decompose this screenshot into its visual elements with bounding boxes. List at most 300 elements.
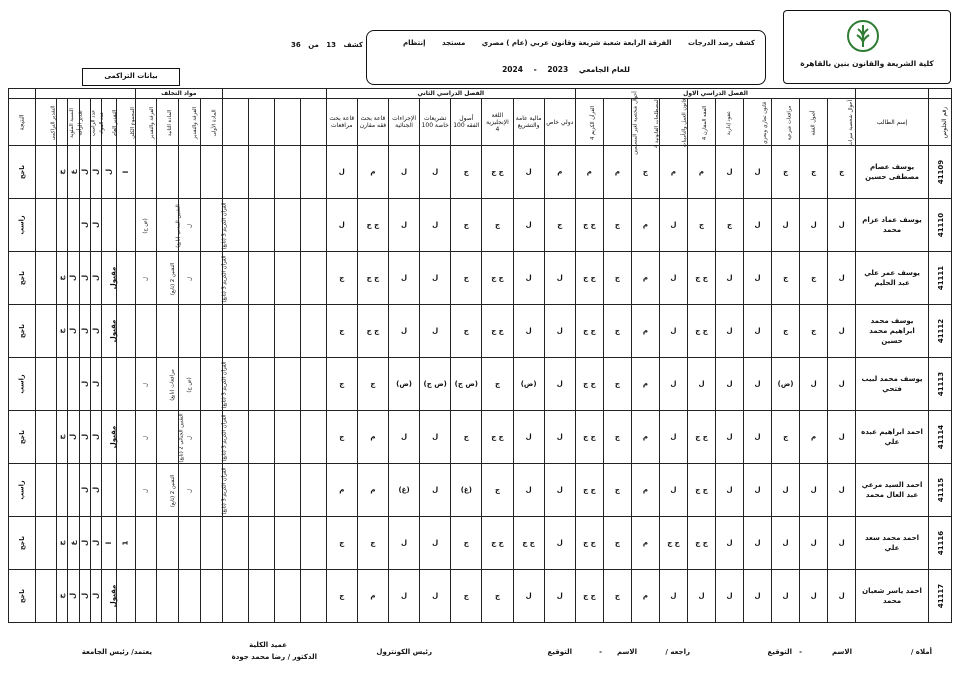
term2-grade-cell (544, 411, 575, 464)
cell-text: 41110 (937, 212, 946, 238)
cell-text: ج ج (583, 221, 596, 229)
cell-text: ج (642, 168, 648, 176)
cell-text: (غ) (460, 486, 472, 494)
cell-text: ل (92, 433, 101, 441)
cell-text: ج (811, 274, 817, 282)
term1-grade-cell (772, 517, 800, 570)
cumulative-cell (116, 146, 135, 199)
term2-grade-cell (451, 570, 482, 623)
cell-text: راسب (17, 374, 26, 394)
term1-course-header (603, 91, 639, 155)
cell-text: التقنين الجنائي 2 (تابع) (179, 413, 186, 463)
blank-cell (274, 146, 300, 199)
cell-text: القرآن الكريم 3 (تابع) (221, 255, 228, 303)
term2-grade-cell (451, 411, 482, 464)
cell-text: ج (463, 274, 469, 282)
reviewed-by: راجعه / (665, 648, 690, 656)
term2-grade-cell (388, 358, 419, 411)
cumulative-cell (35, 199, 56, 252)
term2-grade-cell (482, 358, 513, 411)
cell-text: ل (69, 274, 78, 282)
term1-grade-cell (631, 411, 659, 464)
term1-grade-cell (603, 358, 631, 411)
cell-text: ج (57, 275, 66, 281)
term2-grade-cell (544, 517, 575, 570)
cell-text: ج (339, 327, 345, 335)
title-line (389, 39, 755, 47)
term1-grade-cell (575, 358, 603, 411)
seat-header-top (928, 89, 951, 99)
carry-cell (201, 464, 228, 517)
cell-text: ل (810, 592, 817, 600)
cell-text: ل (525, 433, 532, 441)
cell-text: 41114 (937, 424, 946, 450)
cell-text: ل (838, 433, 845, 441)
cell-text: 41116 (937, 530, 946, 556)
cell-text: ج (339, 592, 345, 600)
term1-grade-cell (687, 199, 715, 252)
term2-grade-cell (544, 358, 575, 411)
cell-text: م (642, 539, 648, 547)
term2-grade-cell (544, 570, 575, 623)
cell-text: راسب (17, 215, 26, 235)
cell-text: عدد المواد (99, 111, 106, 135)
term1-grade-cell (716, 199, 744, 252)
term2-grade-cell (357, 252, 388, 305)
cell-text: ج (339, 380, 345, 388)
term1-grade-cell (716, 570, 744, 623)
cell-text: إسم الطالب (876, 118, 908, 126)
carry-cell (135, 517, 157, 570)
sheet-title: كشف رصد الدرجات (687, 39, 755, 47)
term1-grade-cell (575, 199, 603, 252)
cell-text: الفصل الدراسي الاول (683, 90, 748, 97)
term2-grade-cell (420, 570, 451, 623)
term2-course-header (388, 99, 419, 146)
term1-course-header (744, 99, 772, 146)
term1-grade-cell (800, 570, 828, 623)
cell-text: (ض) (520, 380, 537, 388)
cumulative-cell (79, 305, 90, 358)
cell-text: ج ج (583, 592, 596, 600)
cell-text: ج (614, 433, 620, 441)
cell-text: 1 (121, 540, 130, 546)
cumulative-cell (79, 411, 90, 464)
cell-text: ل (69, 592, 78, 600)
term1-grade-cell (659, 411, 687, 464)
cell-text: ج (463, 592, 469, 600)
cell-text: ل (525, 168, 532, 176)
term1-course-header (800, 99, 828, 146)
cell-text: المادة الأولى (211, 109, 218, 137)
cell-text: ل (92, 327, 101, 335)
cell-text: ل (186, 224, 193, 228)
cell-text: ج (698, 221, 705, 229)
term2-grade-cell (420, 305, 451, 358)
cumulative-cell (79, 570, 90, 623)
blank-cell (300, 411, 326, 464)
term1-grade-cell (744, 305, 772, 358)
cell-text: ج ج (491, 539, 504, 547)
cell-text: ج (614, 539, 620, 547)
cell-text: ج ج (667, 539, 680, 547)
cell-text: - (533, 65, 537, 74)
term2-course-header (357, 99, 388, 146)
term1-grade-cell (603, 517, 631, 570)
term1-grade-cell (687, 517, 715, 570)
term1-grade-cell (575, 517, 603, 570)
cell-text: بيانات التراكمى (104, 72, 158, 80)
cumulative-cell (102, 464, 117, 517)
cumulative-cell (79, 199, 90, 252)
cell-text: ل (782, 539, 789, 547)
term2-course-header (513, 99, 544, 146)
cumulative-cell (79, 464, 90, 517)
cell-text: القرآن الكريم 3 (تابع) (221, 361, 228, 409)
cell-text: ل (726, 274, 733, 282)
cell-text: مالية عامة والتشريع (515, 115, 542, 129)
cell-text: ع (69, 540, 78, 546)
cell-text: ناجح (17, 164, 26, 180)
cell-text: 41109 (937, 159, 946, 185)
cell-text: ل (754, 539, 761, 547)
cell-text: المصطلحات القانونية 4 (653, 97, 660, 149)
grades-table (8, 88, 952, 623)
cell-text: ج (614, 592, 620, 600)
cumulative-cell (35, 358, 56, 411)
carry-col-header (135, 99, 157, 146)
cumulative-cell (56, 146, 67, 199)
student-row (9, 411, 952, 464)
dean-name: الدكتور / رضا محمد جودة (231, 653, 317, 661)
cell-text: ل (186, 436, 193, 440)
wheat-emblem-icon (846, 19, 880, 53)
carry-cell (157, 199, 183, 252)
cell-text: ج (57, 328, 66, 334)
term1-grade-cell (772, 199, 800, 252)
cell-text: ج ج (583, 380, 596, 388)
blank-col-header (300, 99, 326, 146)
college-logo-box (783, 10, 951, 84)
term2-grade-cell (544, 305, 575, 358)
blank-cell (300, 517, 326, 570)
cell-text: ج (614, 380, 620, 388)
term1-grade-cell (687, 358, 715, 411)
cell-text: م (642, 274, 648, 282)
student-row (9, 358, 952, 411)
cell-text: يوسف عمر علي عبد الحليم (864, 269, 920, 287)
blank-cell (274, 464, 300, 517)
term1-grade-cell (575, 411, 603, 464)
cumulative-cell (68, 517, 79, 570)
term1-grade-cell (772, 305, 800, 358)
term2-grade-cell (420, 252, 451, 305)
term2-grade-cell (513, 517, 544, 570)
term1-grade-cell (744, 252, 772, 305)
cell-text: ج ج (491, 168, 504, 176)
term2-grade-cell (513, 305, 544, 358)
carry-cell (179, 570, 201, 623)
term2-grade-cell (513, 358, 544, 411)
term1-grade-cell (800, 517, 828, 570)
cell-text: ل (80, 592, 89, 600)
cell-text: القرآن الكريم 3 (تابع) (221, 467, 228, 515)
cell-text: ل (670, 433, 677, 441)
carry-section-header (135, 89, 222, 99)
term1-grade-cell (744, 199, 772, 252)
cell-text: ل (92, 486, 101, 494)
term1-grade-cell (744, 517, 772, 570)
term2-grade-cell (420, 517, 451, 570)
result-header-top (9, 89, 36, 99)
term1-grade-cell (603, 570, 631, 623)
term2-grade-cell (451, 146, 482, 199)
cell-text: ل (80, 274, 89, 282)
term2-grade-cell (326, 570, 357, 623)
status-new: مستجد (441, 39, 466, 47)
cumulative-label-box (82, 68, 180, 86)
cumulative-cell (102, 199, 117, 252)
blank-cell (300, 252, 326, 305)
cell-text: رقم الجلوس (941, 106, 949, 139)
cell-text: ل (754, 221, 761, 229)
carry-cell (201, 146, 223, 199)
term2-grade-cell (326, 464, 357, 517)
cell-text: يوسف محمد لبيب فتحي (861, 375, 923, 393)
cell-text: ل (810, 380, 817, 388)
cell-text: ل (143, 277, 150, 281)
cumulative-cell (68, 146, 79, 199)
term2-grade-cell (544, 199, 575, 252)
term2-grade-cell (513, 570, 544, 623)
cell-text: يوسف عماد عزام محمد (862, 216, 922, 234)
cell-text: ل (80, 380, 89, 388)
cell-text: ل (401, 592, 408, 600)
cell-text: الإجراءات الجنائية (392, 115, 416, 129)
cell-text: ل (754, 168, 761, 176)
cumulative-cell (102, 305, 117, 358)
cell-text: مرافعات (تابع) (170, 369, 177, 401)
blank-cell (300, 146, 326, 199)
cell-text: ل (838, 592, 845, 600)
term2-grade-cell (357, 358, 388, 411)
term1-grade-cell (828, 517, 856, 570)
seat-number-cell (928, 358, 951, 411)
cell-text: قانون العمل والتأمينات (681, 98, 688, 148)
term1-grade-cell (603, 305, 631, 358)
blank-cell (248, 305, 274, 358)
term2-grade-cell (482, 464, 513, 517)
cumulative-cell (91, 517, 102, 570)
seat-number-cell (928, 305, 951, 358)
cell-text: ج ج (695, 433, 708, 441)
cell-text: ج ج (366, 221, 380, 229)
term1-grade-cell (800, 411, 828, 464)
cell-text: ج (614, 486, 620, 494)
blank-cell (222, 570, 248, 623)
term1-grade-cell (800, 146, 828, 199)
cumulative-cell (56, 570, 67, 623)
cell-text: ناجح (17, 588, 26, 604)
term1-grade-cell (603, 146, 631, 199)
cell-text: (غ) (398, 486, 410, 494)
term1-grade-cell (744, 464, 772, 517)
cumulative-cell (56, 199, 67, 252)
cell-text: ج ج (583, 327, 596, 335)
cell-text: ج (614, 221, 620, 229)
cell-text: ج (727, 221, 733, 229)
term2-grade-cell (420, 358, 451, 411)
cell-text: ل (432, 539, 439, 547)
cell-text: القرآن الكريم 3 (تابع) (221, 414, 228, 462)
term1-grade-cell (716, 411, 744, 464)
term1-grade-cell (772, 570, 800, 623)
cell-text: ا (105, 541, 114, 545)
cell-text: ج (57, 540, 66, 546)
cell-text: ل (838, 539, 845, 547)
cell-text: (ض ج) (423, 380, 447, 388)
term1-grade-cell (687, 570, 715, 623)
cell-text: ل (401, 327, 408, 335)
sign-label-1: التوقيع (767, 648, 792, 656)
cell-text: ل (670, 380, 677, 388)
cell-text: م (670, 168, 677, 176)
term2-course-header (451, 99, 482, 146)
cell-text: قاعة بحث فقه مقارن (359, 115, 387, 129)
academic-year (367, 65, 765, 74)
cell-text: ل (401, 539, 408, 547)
cell-text: ل (698, 592, 705, 600)
cell-text: ج ج (491, 433, 504, 441)
cell-text: ج ج (491, 327, 504, 335)
cumulative-cell (56, 305, 67, 358)
cell-text: ج (57, 169, 66, 175)
cell-text: ناجح (17, 323, 26, 339)
term2-grade-cell (357, 199, 388, 252)
term1-grade-cell (828, 305, 856, 358)
carry-col-header (179, 99, 201, 146)
student-row (9, 199, 952, 252)
term2-grade-cell (482, 146, 513, 199)
cell-text: ل (432, 221, 439, 229)
term1-grade-cell (575, 252, 603, 305)
term1-course-header (687, 99, 715, 146)
student-row (9, 252, 952, 305)
cell-text: مقبول (109, 319, 118, 343)
cell-text: م (370, 168, 376, 176)
cell-text: ل (80, 539, 89, 547)
cell-text: ل (670, 327, 677, 335)
blank-cell (274, 570, 300, 623)
cell-text: ج (463, 433, 469, 441)
cell-text: ل (432, 168, 439, 176)
cumulative-cell (35, 570, 56, 623)
carry-cell (157, 305, 179, 358)
term1-grade-cell (828, 358, 856, 411)
cumulative-cell (35, 517, 56, 570)
cell-text: ل (69, 433, 78, 441)
cell-text: ج (463, 168, 469, 176)
term1-grade-cell (716, 517, 744, 570)
term1-grade-cell (575, 570, 603, 623)
term1-grade-cell (631, 305, 659, 358)
seat-number-cell (928, 464, 951, 517)
cell-text: م (370, 592, 376, 600)
student-row (9, 464, 952, 517)
cell-text: احمد السيد مرعي عبد العال محمد (861, 481, 923, 499)
cumulative-cell (79, 358, 90, 411)
term2-grade-cell (357, 411, 388, 464)
term1-grade-cell (575, 305, 603, 358)
cell-text: ج (339, 433, 345, 441)
cell-text: 36 (291, 41, 301, 49)
student-name-cell (856, 464, 929, 517)
term2-grade-cell (420, 199, 451, 252)
carry-cell (157, 570, 179, 623)
term2-grade-cell (326, 252, 357, 305)
cell-text: أصول الفقه (810, 110, 817, 136)
carry-cell (135, 570, 157, 623)
cell-text: ل (670, 221, 677, 229)
carry-cell (157, 411, 186, 464)
term2-grade-cell (420, 464, 451, 517)
term1-section-header (575, 89, 855, 99)
cumulative-cell (102, 411, 117, 464)
blank-cell (274, 517, 300, 570)
cumulative-cell (56, 358, 67, 411)
cell-text: ج (811, 168, 817, 176)
cell-text: التقدير العام (112, 109, 119, 137)
name-label-1: الاسم (832, 648, 852, 656)
cell-text: ج (463, 327, 469, 335)
cell-text: ج (783, 168, 789, 176)
seat-number-cell (928, 146, 951, 199)
cell-text: ل (810, 486, 817, 494)
cell-text: ل (338, 168, 345, 176)
cell-text: ج ج (366, 274, 380, 282)
term1-grade-cell (659, 252, 687, 305)
blank-cell (274, 199, 300, 252)
carry-cell (201, 305, 223, 358)
term1-grade-cell (603, 199, 631, 252)
cell-text: ج (783, 433, 789, 441)
term2-grade-cell (482, 305, 513, 358)
term1-grade-cell (575, 464, 603, 517)
cell-text: تقدير الرأفة (77, 110, 84, 136)
term2-grade-cell (513, 199, 544, 252)
term2-grade-cell (513, 411, 544, 464)
sheet-number (286, 41, 363, 49)
cell-text: ناجح (17, 535, 26, 551)
cell-text: أصول الفقه 100 (453, 115, 480, 129)
cell-text: النسبة المئوية (68, 108, 75, 138)
term1-grade-cell (800, 305, 828, 358)
term1-grade-cell (631, 517, 659, 570)
term2-grade-cell (451, 358, 482, 411)
term2-course-header (544, 99, 575, 146)
term2-grade-cell (388, 411, 419, 464)
cell-text: ج ج (491, 274, 504, 282)
term2-grade-cell (451, 517, 482, 570)
control-head: رئيس الكونترول (376, 648, 432, 656)
cell-text: ل (401, 274, 408, 282)
term1-grade-cell (631, 570, 659, 623)
cell-text: قانون تجاري وبحري (762, 101, 769, 145)
cell-text: ل (80, 433, 89, 441)
term2-grade-cell (388, 570, 419, 623)
cell-text: كشف (343, 41, 363, 49)
cell-text: يوسف محمد ابراهيم محمد حسين (869, 317, 915, 345)
